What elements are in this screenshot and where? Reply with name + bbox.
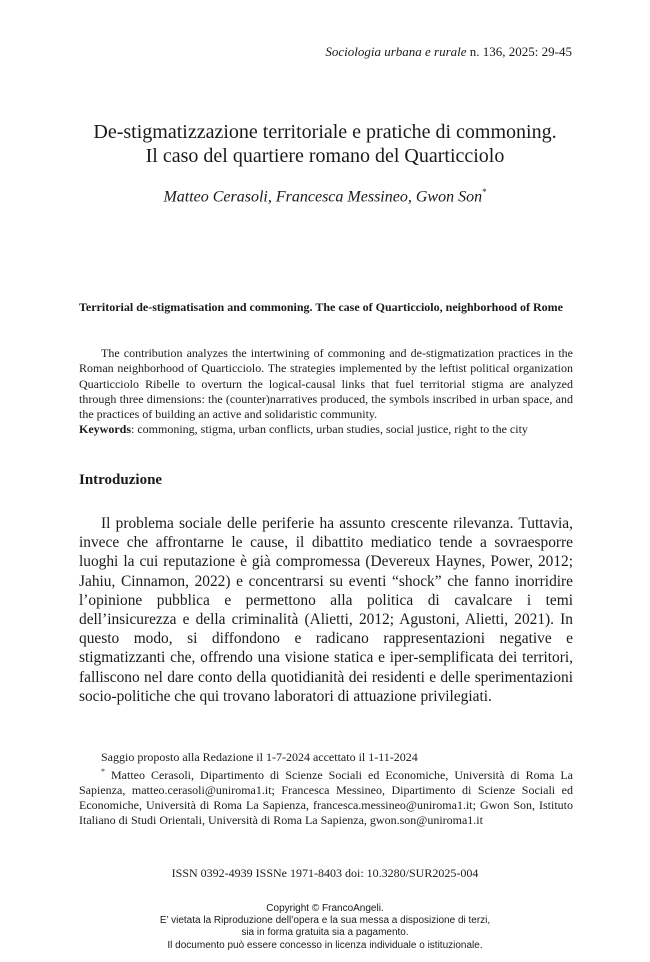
copyright-line3: sia in forma gratuita sia a pagamento. bbox=[241, 927, 409, 939]
footnotes bbox=[79, 750, 573, 828]
abstract-text: The contribution analyzes the intertwining of commoning and de-stigmatization practices in the Roman neighborhood of Quarticciolo. The strategies implemented by the leftist political organization Quarticciolo Ribelle to overturn the logical-causal links that fuel territorial stigma are analyzed through three dimensions: the (counter)narratives produced, the symbols inscribed in urban space, and the practices of building an active and solidaristic community. bbox=[79, 346, 573, 422]
author-list bbox=[60, 187, 590, 206]
journal-name: Sociologia urbana e rurale bbox=[325, 44, 467, 59]
submission-note: Saggio proposto alla Redazione il 1-7-2024 accettato il 1-11-2024 bbox=[101, 750, 418, 764]
authors-names: Matteo Cerasoli, Francesca Messineo, Gwon Son bbox=[163, 188, 483, 206]
copyright-line2: E’ vietata la Riproduzione dell’opera e la sua messa a disposizione di terzi, bbox=[159, 915, 491, 927]
authors-footnote-marker: * bbox=[482, 187, 487, 197]
issn-doi-line: ISSN 0392-4939 ISSNe 1971-8403 doi: 10.3280/SUR2025-004 bbox=[171, 866, 479, 880]
section-heading: Introduzione bbox=[79, 472, 163, 488]
keywords-line bbox=[79, 422, 573, 437]
keywords-label: Keywords bbox=[79, 422, 131, 436]
article-title-line2: Il caso del quartiere romano del Quarticciolo bbox=[145, 145, 505, 167]
copyright-notice bbox=[60, 903, 590, 952]
intro-paragraph: Il problema sociale delle periferie ha assunto crescente rilevanza. Tuttavia, invece che affrontarne le cause, il dibattito mediatico tende a sovraesporre luoghi la cui reputazione è già compromessa (Devereux Haynes, Power, 2012; Jahiu, Cinnamon, 2022) e concentrarsi su eventi “shock” che fanno inorridire l’opinione pubblica e permettono alla politica di cavalcare i temi dell’insicurezza e della criminalità (Alietti, 2012; Agustoni, Alietti, 2021). In questo modo, si diffondono e radicano rappresentazioni negative e stigmatizzanti che, offrendo una visione statica e iper-semplificata dei territori, falliscono nel dare conto della quotidianità dei residenti e delle sperimentazioni socio-politiche che qui trovano laboratori di attuazione privilegiati. bbox=[79, 515, 573, 705]
article-title bbox=[60, 120, 590, 168]
english-title: Territorial de-stigmatisation and commoning. The case of Quarticciolo, neighborhood of Rome bbox=[79, 300, 563, 314]
article-title-line1: De-stigmatizzazione territoriale e pratiche di commoning. bbox=[93, 121, 557, 143]
copyright-line1: Copyright © FrancoAngeli. bbox=[266, 903, 384, 914]
keywords-list: : commoning, stigma, urban conflicts, urban studies, social justice, right to the city bbox=[131, 422, 528, 436]
footnote-marker: * bbox=[101, 766, 105, 776]
copyright-line4: Il documento può essere concesso in licenza individuale o istituzionale. bbox=[167, 939, 483, 951]
author-affiliations-footnote bbox=[79, 765, 573, 828]
journal-issue: n. 136, 2025: 29-45 bbox=[466, 44, 572, 59]
journal-reference bbox=[325, 44, 572, 60]
footnote-text: Matteo Cerasoli, Dipartimento di Scienze Sociali ed Economiche, Università di Roma La Sapienza, matteo.cerasoli@uniroma1.it; Francesca Messineo, Dipartimento di Scienze Sociali ed Economiche, Università di Roma La Sapienza, francesca.messineo@uniroma1.it; Gwon Son, Istituto Italiano di Studi Orientali, Università di Roma La Sapienza, gwon.son@uniroma1.it bbox=[79, 767, 573, 827]
